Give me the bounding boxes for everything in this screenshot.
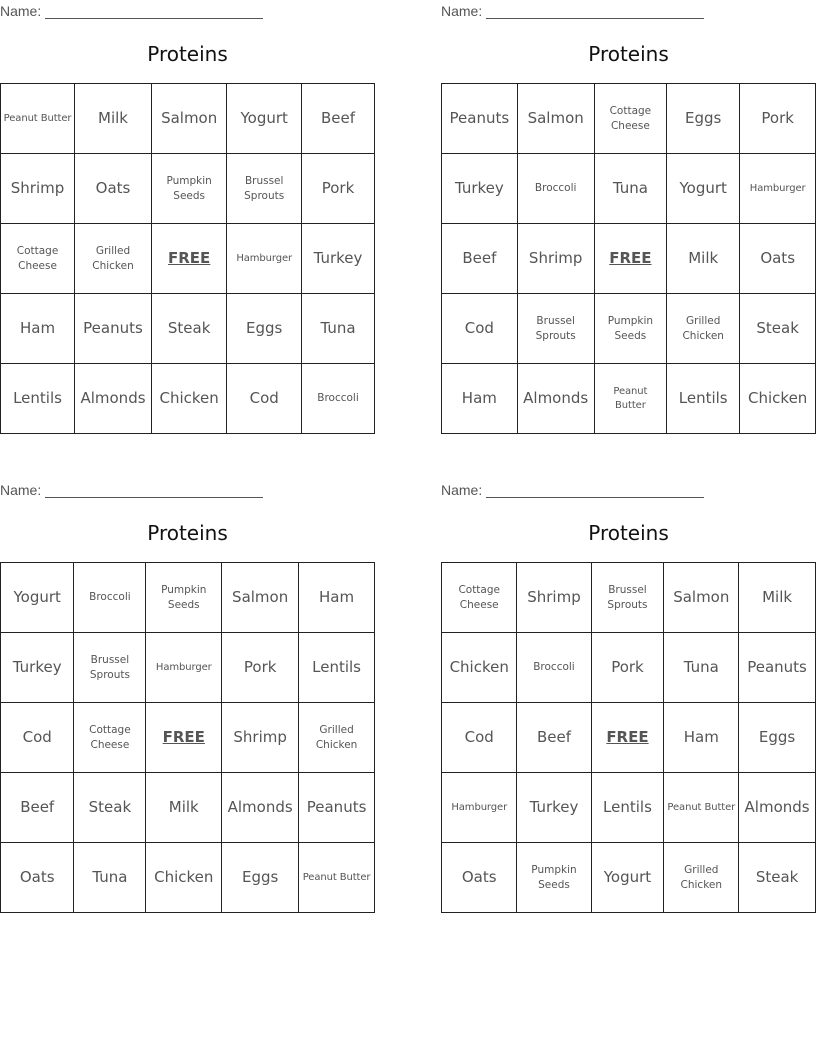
bingo-cell[interactable]: Lentils	[299, 633, 375, 703]
bingo-cell[interactable]: Grilled Chicken	[664, 843, 739, 913]
bingo-cell[interactable]: Yogurt	[227, 84, 302, 154]
bingo-cell[interactable]: Beef	[1, 773, 74, 843]
bingo-cell[interactable]: Beef	[517, 703, 591, 773]
bingo-cell[interactable]: Pumpkin Seeds	[151, 154, 226, 224]
bingo-cell[interactable]: Cottage Cheese	[594, 84, 666, 154]
free-space-cell[interactable]: FREE	[151, 224, 226, 294]
bingo-cell[interactable]: Tuna	[594, 154, 666, 224]
bingo-cell[interactable]: Turkey	[1, 633, 74, 703]
grid-row	[1, 633, 375, 703]
bingo-cell[interactable]: Peanuts	[739, 633, 816, 703]
card-title: Proteins	[588, 42, 669, 66]
name-label: Name:	[441, 3, 483, 19]
bingo-cell[interactable]: Broccoli	[74, 563, 146, 633]
bingo-cell[interactable]: Almonds	[517, 364, 594, 434]
bingo-cell[interactable]: Brussel Sprouts	[591, 563, 664, 633]
grid-row	[442, 364, 816, 434]
bingo-cell[interactable]: Peanut Butter	[1, 84, 75, 154]
bingo-cell[interactable]: Salmon	[664, 563, 739, 633]
bingo-cell[interactable]: Oats	[442, 843, 517, 913]
bingo-cell[interactable]: Turkey	[442, 154, 518, 224]
bingo-cell[interactable]: Brussel Sprouts	[227, 154, 302, 224]
bingo-cell[interactable]: Shrimp	[1, 154, 75, 224]
name-line[interactable]	[486, 484, 704, 498]
bingo-cell[interactable]: Almonds	[739, 773, 816, 843]
bingo-cell[interactable]: Milk	[739, 563, 816, 633]
bingo-cell[interactable]: Ham	[442, 364, 518, 434]
name-field[interactable]	[441, 482, 704, 498]
bingo-cell[interactable]: Hamburger	[740, 154, 816, 224]
bingo-cell[interactable]: Pork	[302, 154, 375, 224]
bingo-cell[interactable]: Shrimp	[517, 563, 591, 633]
name-field[interactable]	[0, 3, 263, 19]
bingo-cell[interactable]: Cottage Cheese	[74, 703, 146, 773]
bingo-cell[interactable]: Eggs	[739, 703, 816, 773]
bingo-cell[interactable]: Cod	[442, 703, 517, 773]
bingo-cell[interactable]: Peanut Butter	[664, 773, 739, 843]
grid-row	[442, 703, 816, 773]
free-space-cell[interactable]: FREE	[594, 224, 666, 294]
bingo-cell[interactable]: Cottage Cheese	[1, 224, 75, 294]
name-label: Name:	[0, 3, 42, 19]
bingo-cell[interactable]: Peanut Butter	[299, 843, 375, 913]
card-title: Proteins	[147, 42, 228, 66]
free-space-cell[interactable]: FREE	[146, 703, 222, 773]
bingo-cell[interactable]: Turkey	[302, 224, 375, 294]
bingo-cell[interactable]: Cod	[1, 703, 74, 773]
grid-row	[1, 364, 375, 434]
grid-row	[442, 154, 816, 224]
bingo-cell[interactable]: Eggs	[222, 843, 299, 913]
grid-row	[1, 154, 375, 224]
grid-row	[442, 633, 816, 703]
bingo-cell[interactable]: Steak	[74, 773, 146, 843]
bingo-cell[interactable]: Lentils	[667, 364, 740, 434]
bingo-cell[interactable]: Shrimp	[517, 224, 594, 294]
bingo-cell[interactable]: Peanuts	[442, 84, 518, 154]
bingo-cell[interactable]: Hamburger	[442, 773, 517, 843]
bingo-cell[interactable]: Peanuts	[299, 773, 375, 843]
bingo-cell[interactable]: Beef	[302, 84, 375, 154]
bingo-cell[interactable]: Beef	[442, 224, 518, 294]
bingo-cell[interactable]: Tuna	[74, 843, 146, 913]
bingo-cell[interactable]: Almonds	[222, 773, 299, 843]
bingo-cell[interactable]: Pork	[740, 84, 816, 154]
bingo-cell[interactable]: Milk	[75, 84, 152, 154]
bingo-cell[interactable]: Grilled Chicken	[75, 224, 152, 294]
bingo-cell[interactable]: Yogurt	[591, 843, 664, 913]
bingo-cell[interactable]: Shrimp	[222, 703, 299, 773]
bingo-grid	[0, 83, 375, 434]
bingo-cell[interactable]: Salmon	[222, 563, 299, 633]
bingo-cell[interactable]: Tuna	[302, 294, 375, 364]
bingo-cell[interactable]: Brussel Sprouts	[74, 633, 146, 703]
bingo-cell[interactable]: Pumpkin Seeds	[146, 563, 222, 633]
grid-row	[1, 703, 375, 773]
bingo-cell[interactable]: Oats	[740, 224, 816, 294]
bingo-cell[interactable]: Salmon	[517, 84, 594, 154]
bingo-cell[interactable]: Grilled Chicken	[299, 703, 375, 773]
bingo-cell[interactable]: Broccoli	[517, 633, 591, 703]
bingo-cell[interactable]: Hamburger	[146, 633, 222, 703]
bingo-cell[interactable]: Ham	[664, 703, 739, 773]
bingo-cell[interactable]: Grilled Chicken	[667, 294, 740, 364]
grid-row	[1, 773, 375, 843]
bingo-cell[interactable]: Yogurt	[1, 563, 74, 633]
bingo-cell[interactable]: Chicken	[442, 633, 517, 703]
bingo-cell[interactable]: Cottage Cheese	[442, 563, 517, 633]
bingo-grid	[441, 562, 816, 913]
bingo-cell[interactable]: Broccoli	[302, 364, 375, 434]
name-line[interactable]	[45, 5, 263, 19]
bingo-grid	[441, 83, 816, 434]
bingo-cell[interactable]: Milk	[146, 773, 222, 843]
grid-row	[1, 224, 375, 294]
grid-row	[1, 563, 375, 633]
bingo-cell[interactable]: Salmon	[151, 84, 226, 154]
grid-row	[1, 84, 375, 154]
grid-row	[442, 843, 816, 913]
bingo-cell[interactable]: Pork	[222, 633, 299, 703]
bingo-cell[interactable]: Steak	[740, 294, 816, 364]
bingo-cell[interactable]: Ham	[299, 563, 375, 633]
card-title: Proteins	[588, 521, 669, 545]
card-title: Proteins	[147, 521, 228, 545]
bingo-cell[interactable]: Ham	[1, 294, 75, 364]
bingo-cell[interactable]: Oats	[75, 154, 152, 224]
bingo-cell[interactable]: Cod	[227, 364, 302, 434]
grid-row	[1, 843, 375, 913]
free-space-cell[interactable]: FREE	[591, 703, 664, 773]
bingo-cell[interactable]: Chicken	[151, 364, 226, 434]
bingo-cell[interactable]: Turkey	[517, 773, 591, 843]
bingo-cell[interactable]: Almonds	[75, 364, 152, 434]
bingo-cell[interactable]: Steak	[739, 843, 816, 913]
bingo-cell[interactable]: Tuna	[664, 633, 739, 703]
grid-row	[442, 294, 816, 364]
bingo-cell[interactable]: Steak	[151, 294, 226, 364]
bingo-cell[interactable]: Broccoli	[517, 154, 594, 224]
bingo-cell[interactable]: Milk	[667, 224, 740, 294]
bingo-cell[interactable]: Lentils	[1, 364, 75, 434]
bingo-grid	[0, 562, 375, 913]
name-field[interactable]	[0, 482, 263, 498]
name-field[interactable]	[441, 3, 704, 19]
bingo-cell[interactable]: Chicken	[146, 843, 222, 913]
bingo-cell[interactable]: Peanut Butter	[594, 364, 666, 434]
bingo-cell[interactable]: Lentils	[591, 773, 664, 843]
bingo-cell[interactable]: Pumpkin Seeds	[517, 843, 591, 913]
name-line[interactable]	[45, 484, 263, 498]
name-label: Name:	[0, 482, 42, 498]
grid-row	[442, 773, 816, 843]
bingo-cell[interactable]: Chicken	[740, 364, 816, 434]
name-label: Name:	[441, 482, 483, 498]
bingo-cell[interactable]: Eggs	[227, 294, 302, 364]
bingo-cell[interactable]: Peanuts	[75, 294, 152, 364]
bingo-cell[interactable]: Brussel Sprouts	[517, 294, 594, 364]
bingo-cell[interactable]: Cod	[442, 294, 518, 364]
bingo-cell[interactable]: Pumpkin Seeds	[594, 294, 666, 364]
bingo-cell[interactable]: Yogurt	[667, 154, 740, 224]
bingo-cell[interactable]: Eggs	[667, 84, 740, 154]
grid-row	[442, 224, 816, 294]
grid-row	[1, 294, 375, 364]
name-line[interactable]	[486, 5, 704, 19]
bingo-cell[interactable]: Hamburger	[227, 224, 302, 294]
grid-row	[442, 563, 816, 633]
bingo-cell[interactable]: Pork	[591, 633, 664, 703]
grid-row	[442, 84, 816, 154]
bingo-cell[interactable]: Oats	[1, 843, 74, 913]
